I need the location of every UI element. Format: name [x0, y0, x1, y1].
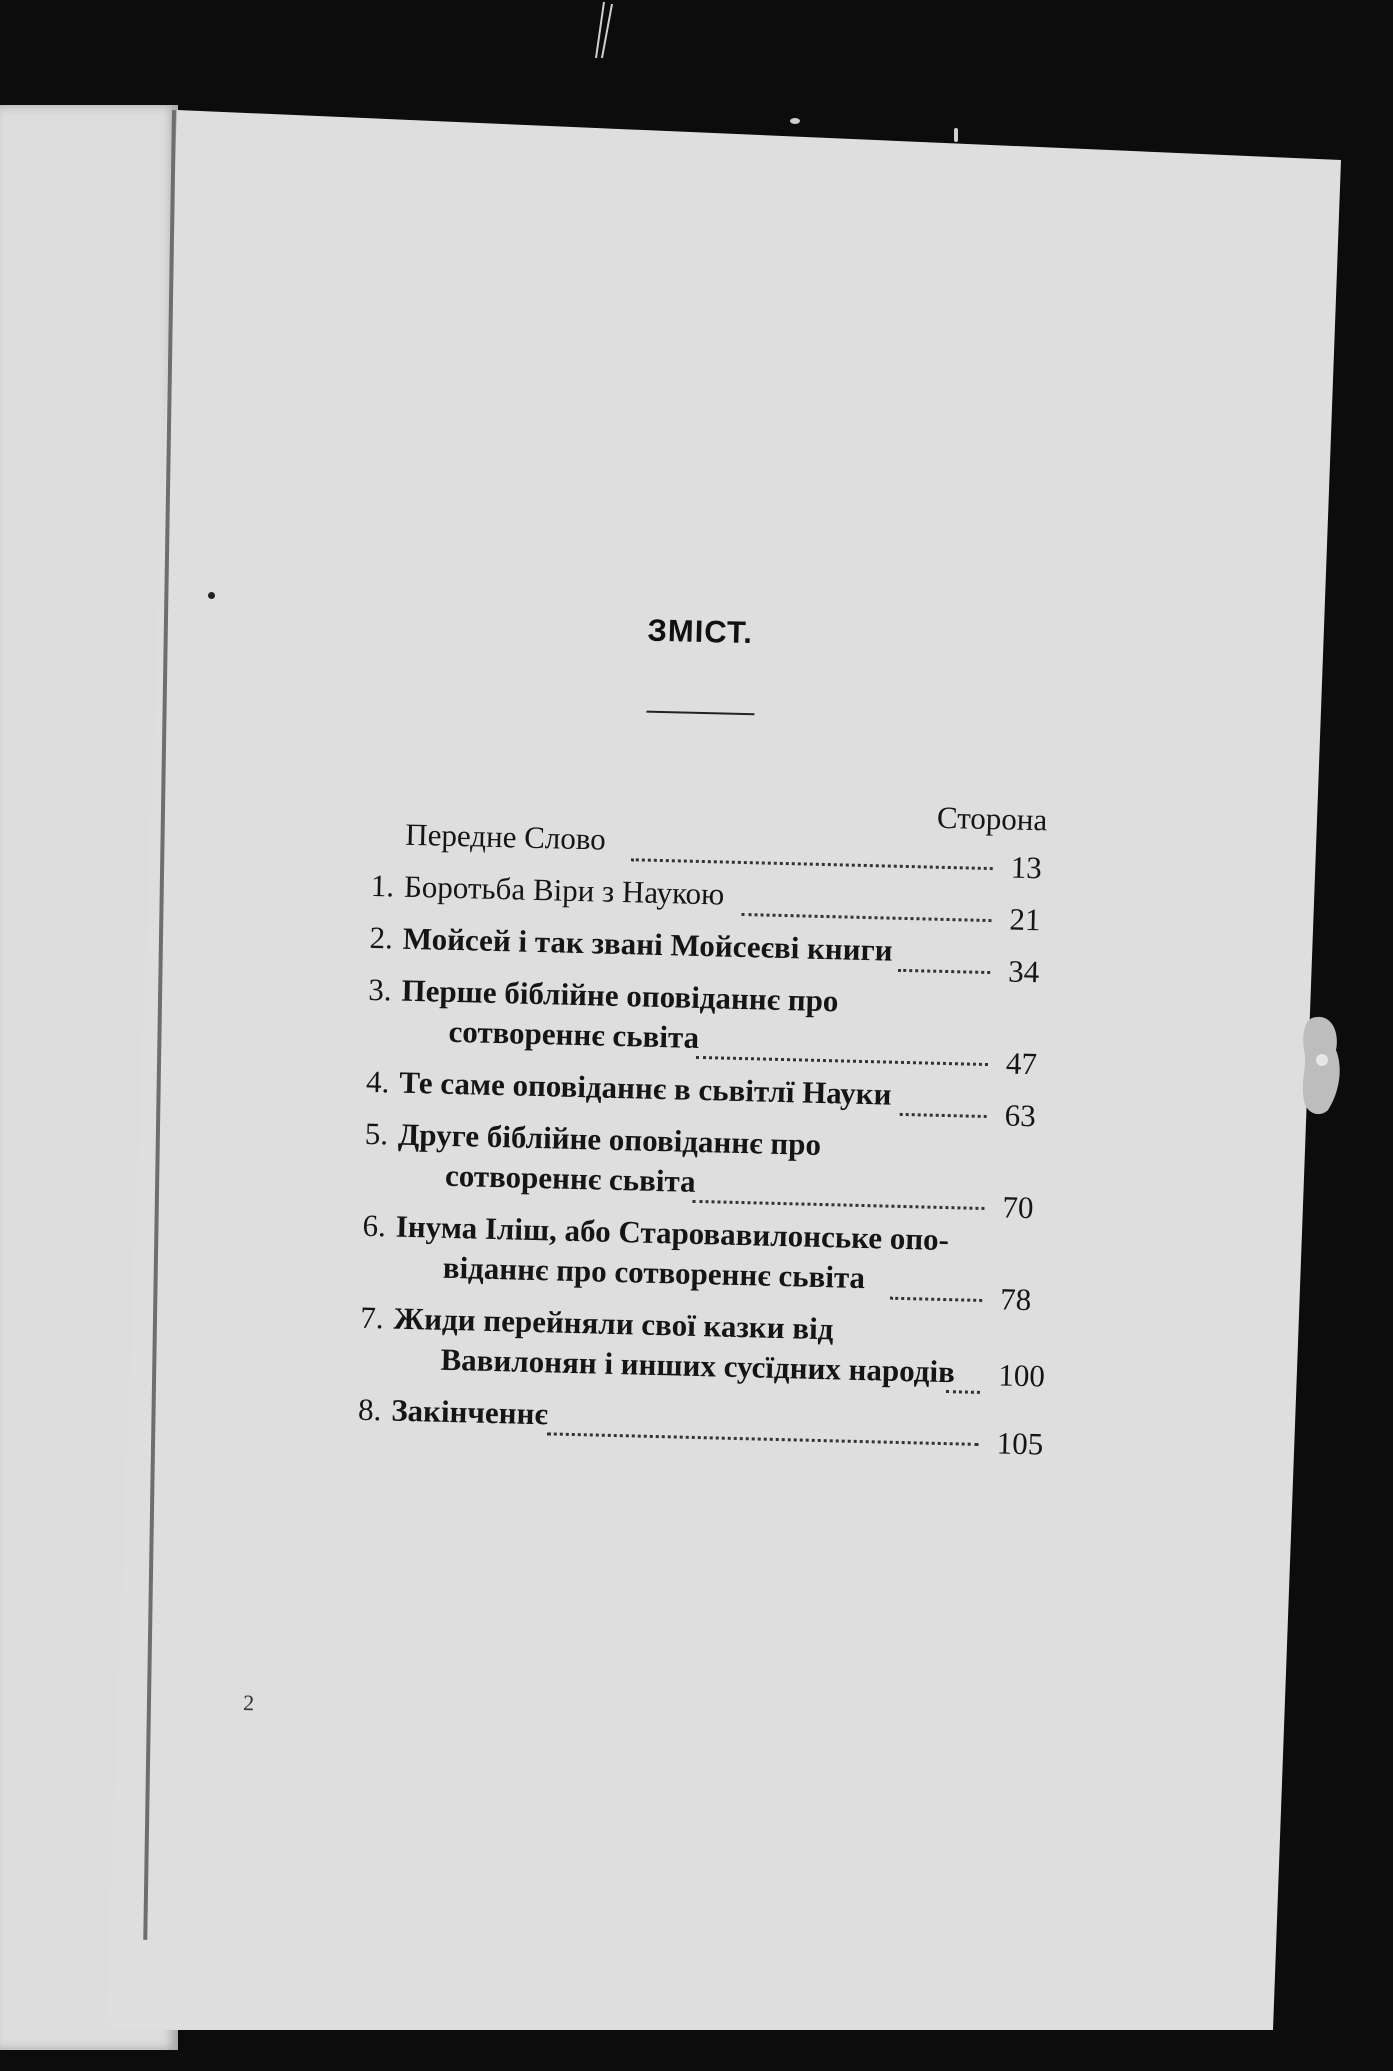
leader-dots	[900, 1083, 988, 1118]
toc-entry-title: Інума Іліш, або Старовавилонське опо-	[395, 1208, 950, 1258]
toc-entry-number: 3.	[367, 971, 393, 1008]
toc-entry-number: 7.	[359, 1299, 385, 1336]
toc-entry-title: Боротьба Віри з Наукою	[403, 868, 725, 912]
toc-entry-page: 78	[999, 1281, 1032, 1318]
page-column-header: Сторона	[936, 799, 1048, 838]
page-title: ЗМІСТ.	[647, 612, 754, 651]
toc-entry-page: 100	[997, 1357, 1046, 1394]
toc-entry-title: Друге біблійне оповіданнє про	[397, 1116, 822, 1162]
toc-entry-page: 34	[1007, 953, 1040, 990]
toc-entry-number: 1.	[370, 867, 395, 904]
toc-entry-page: 105	[996, 1425, 1044, 1462]
leader-dots	[547, 1402, 980, 1446]
toc-entry-number: 5.	[364, 1115, 389, 1152]
toc-entry-title-continued: сотвореннє сьвіта	[444, 1157, 697, 1199]
leader-dots	[696, 1026, 989, 1066]
page-number: 2	[242, 1690, 255, 1716]
toc-entry-title: Те саме оповіданнє в сьвітлї Науки	[398, 1064, 892, 1112]
toc-entry-title-continued: Вавилонян і инших сусїдних народів	[440, 1341, 956, 1390]
title-divider	[646, 711, 754, 716]
toc-entry-title: Закінченнє	[390, 1392, 549, 1432]
leader-dots	[946, 1360, 981, 1394]
toc-entry-title: Перше біблійне оповіданнє про	[401, 972, 839, 1019]
leader-dots	[898, 939, 991, 974]
leader-dots	[890, 1267, 983, 1302]
toc-entry-number: 4.	[365, 1063, 390, 1100]
toc-entry-page: 21	[1009, 901, 1041, 938]
toc-entry-number: 2.	[369, 919, 394, 956]
toc-entry-title: Жиди перейняли свої казки від	[393, 1300, 834, 1347]
toc-entry-number: 6.	[362, 1207, 387, 1244]
toc-entry-page: 63	[1004, 1097, 1037, 1134]
toc-entry-title: Мойсей і так звані Мойсеєві книги	[402, 920, 894, 968]
toc-entry-title-continued: віданнє про сотвореннє сьвіта	[442, 1249, 866, 1296]
toc-entry-page: 70	[1002, 1189, 1034, 1226]
toc-entry-number: 8.	[357, 1391, 382, 1428]
toc-entry-title: Передне Слово	[404, 816, 607, 857]
toc-entry-page: 47	[1005, 1045, 1038, 1082]
toc-entry-title-continued: сотвореннє сьвіта	[448, 1013, 700, 1055]
leader-dots	[692, 1170, 985, 1210]
leader-dots	[631, 828, 994, 870]
toc-entry-8	[347, 1391, 1048, 1462]
toc-entry-page: 13	[1010, 849, 1043, 886]
leader-dots	[742, 883, 993, 922]
